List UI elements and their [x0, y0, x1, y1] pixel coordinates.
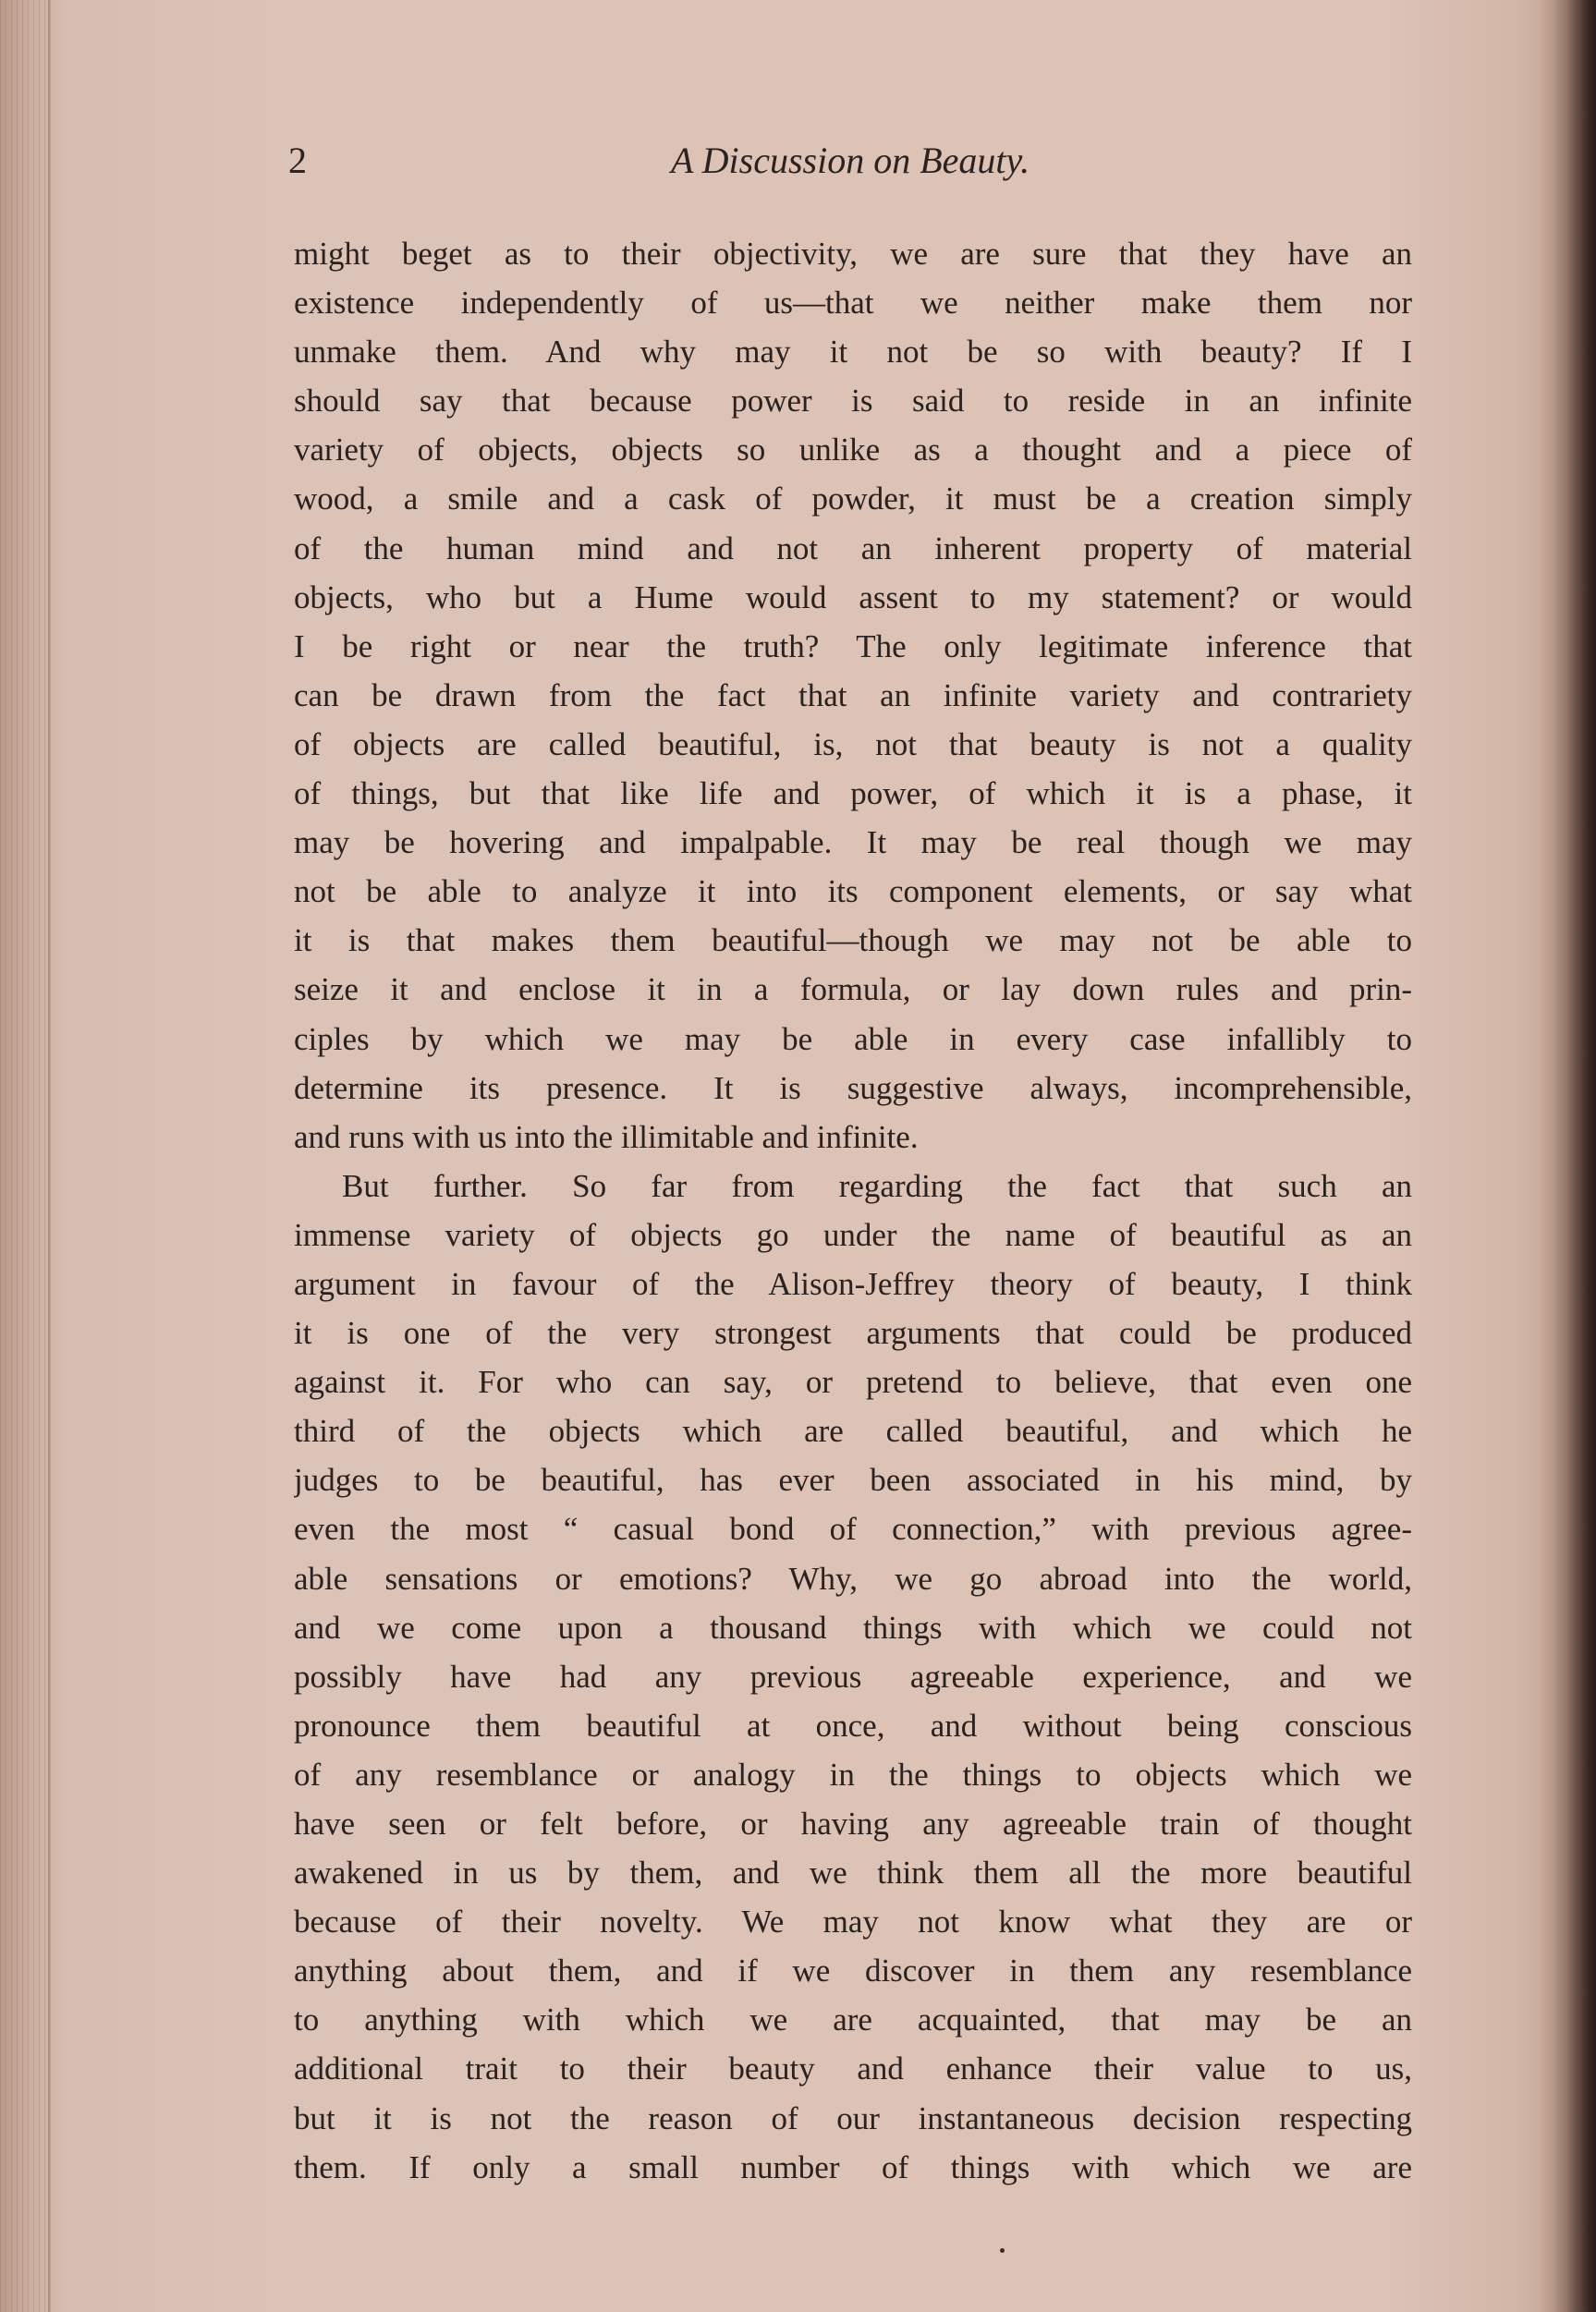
text-line: seize it and enclose it in a formula, or lay down rules and prin- — [294, 971, 1412, 1008]
ink-speck — [1000, 2248, 1005, 2253]
text-line: and runs with us into the illimitable and infinite. — [294, 1118, 919, 1155]
page-number: 2 — [288, 140, 307, 181]
text-line: even the most “ casual bond of connection,” with previous agree- — [294, 1511, 1412, 1548]
text-line: because of their novelty. We may not know what they are or — [294, 1904, 1412, 1941]
text-line: But further. So far from regarding the fact that such an — [342, 1167, 1412, 1204]
text-line: should say that because power is said to reside in an infinite — [294, 383, 1412, 420]
text-line: additional trait to their beauty and enhance their value to us, — [294, 2050, 1412, 2087]
text-line: anything about them, and if we discover in them any resemblance — [294, 1953, 1412, 1990]
page-edge-rule — [48, 0, 50, 2312]
text-line: may be hovering and impalpable. It may be real though we may — [294, 824, 1412, 861]
text-line: might beget as to their objectivity, we are sure that they have an — [294, 236, 1412, 272]
text-line: immense variety of objects go under the name of beautiful as an — [294, 1216, 1412, 1253]
text-line: of the human mind and not an inherent property of material — [294, 529, 1412, 566]
text-line: I be right or near the truth? The only legitimate inference that — [294, 627, 1412, 664]
body-text — [294, 229, 1412, 2192]
text-line: but it is not the reason of our instantaneous decision respecting — [294, 2099, 1412, 2136]
text-line: argument in favour of the Alison-Jeffrey theory of beauty, I think — [294, 1265, 1412, 1302]
text-line: awakened in us by them, and we think them all the more beautiful — [294, 1855, 1412, 1892]
text-line: wood, a smile and a cask of powder, it must be a creation simply — [294, 481, 1412, 517]
text-line: it is that makes them beautiful—though we may not be able to — [294, 922, 1412, 959]
binding-shadow-right — [1539, 0, 1596, 2312]
text-line: variety of objects, objects so unlike as a thought and a piece of — [294, 432, 1412, 468]
text-line: of any resemblance or analogy in the things to objects which we — [294, 1756, 1412, 1793]
text-line: ciples by which we may be able in every case infallibly to — [294, 1020, 1412, 1057]
text-line: and we come upon a thousand things with which we could not — [294, 1609, 1412, 1646]
running-title: A Discussion on Beauty. — [670, 140, 1030, 181]
text-line: can be drawn from the fact that an infinite variety and contrariety — [294, 676, 1412, 713]
text-line: to anything with which we are acquainted, that may be an — [294, 2002, 1412, 2038]
text-line: have seen or felt before, or having any agreeable train of thought — [294, 1806, 1412, 1842]
text-line: objects, who but a Hume would assent to my statement? or would — [294, 578, 1412, 615]
text-line: not be able to analyze it into its component elements, or say what — [294, 873, 1412, 910]
page-stack-edge-left — [0, 0, 55, 2312]
text-line: able sensations or emotions? Why, we go abroad into the world, — [294, 1560, 1412, 1597]
page-header — [277, 139, 1423, 194]
text-line: third of the objects which are called beautiful, and which he — [294, 1413, 1412, 1450]
text-line: unmake them. And why may it not be so with beauty? If I — [294, 334, 1412, 371]
text-line: it is one of the very strongest arguments that could be produced — [294, 1315, 1412, 1352]
text-line: of things, but that like life and power, of which it is a phase, it — [294, 775, 1412, 812]
text-line: them. If only a small number of things with which we are — [294, 2148, 1412, 2185]
text-line: possibly have had any previous agreeable experience, and we — [294, 1658, 1412, 1695]
text-line: against it. For who can say, or pretend to believe, that even one — [294, 1364, 1412, 1401]
paragraph — [294, 229, 1412, 1162]
text-line: judges to be beautiful, has ever been associated in his mind, by — [294, 1462, 1412, 1499]
text-line: of objects are called beautiful, is, not that beauty is not a quality — [294, 725, 1412, 762]
text-line: existence independently of us—that we neither make them nor — [294, 285, 1412, 322]
text-line: determine its presence. It is suggestive always, incomprehensible, — [294, 1069, 1412, 1106]
paragraph — [294, 1162, 1412, 2192]
text-line: pronounce them beautiful at once, and without being conscious — [294, 1707, 1412, 1744]
